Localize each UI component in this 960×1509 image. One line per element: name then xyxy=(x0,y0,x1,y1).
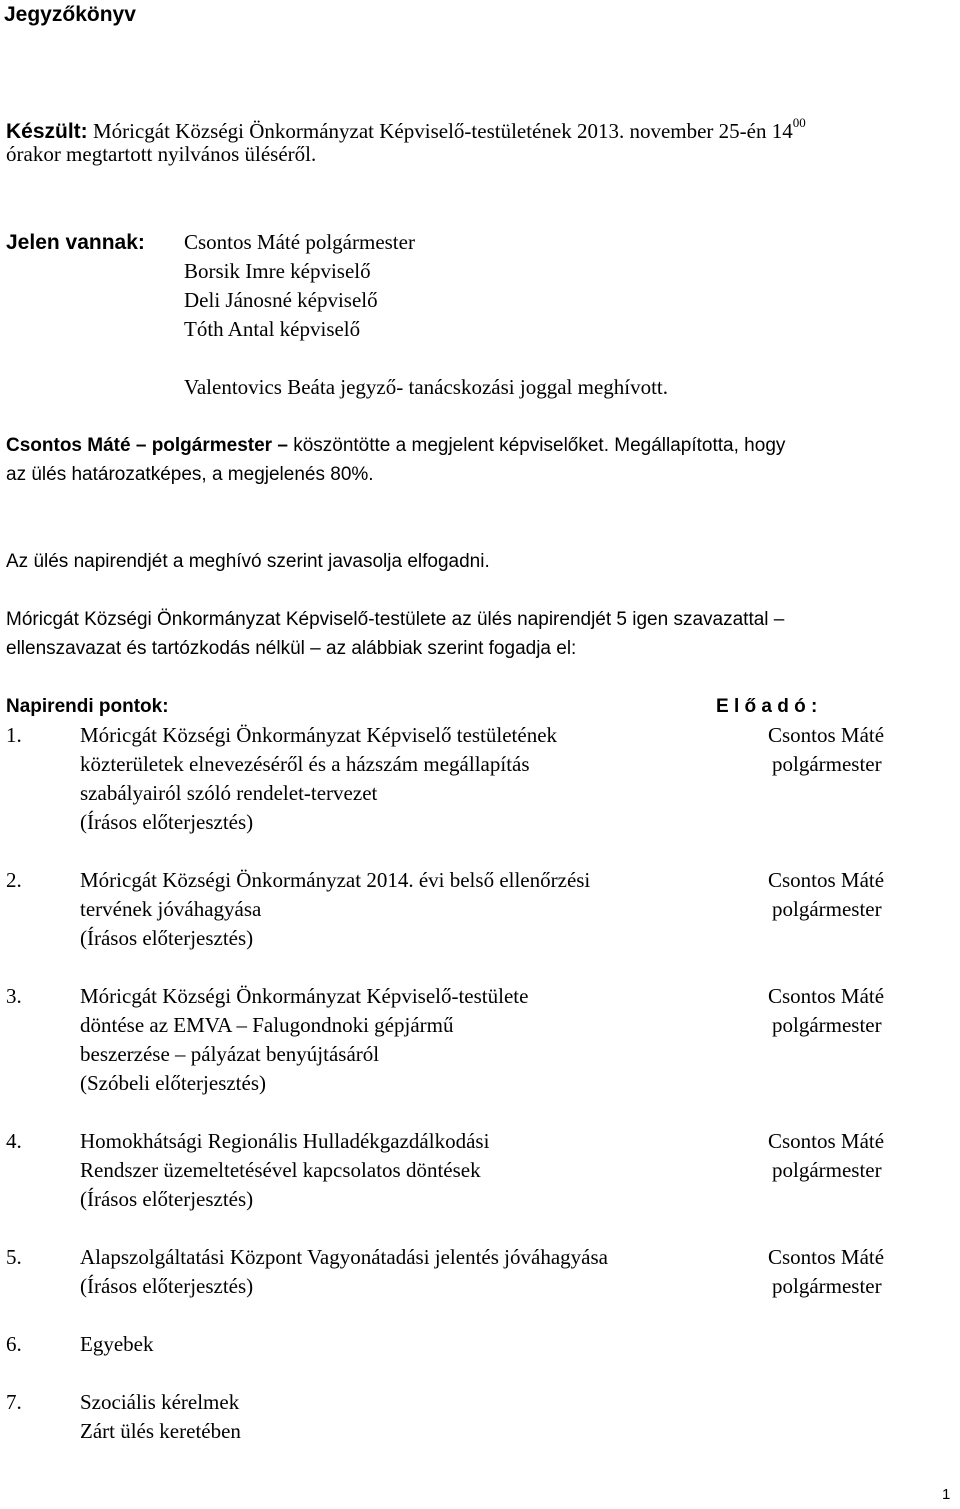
agenda-presenter-name: Csontos Máté xyxy=(768,1245,885,1269)
made-text: Móricgát Községi Önkormányzat Képviselő-testületének 2013. november 25-én 14 xyxy=(92,119,793,143)
agenda-item-number: 6. xyxy=(6,1332,22,1356)
agenda-item-number: 5. xyxy=(6,1245,22,1269)
greeting-text: köszöntötte a megjelent képviselőket. Megállapította, hogy xyxy=(293,435,786,456)
agenda-presenter-title: polgármester xyxy=(772,752,882,776)
agenda-item-line: Zárt ülés keretében xyxy=(80,1419,241,1443)
agenda-item-number: 7. xyxy=(6,1390,22,1414)
agenda-item-line: Szociális kérelmek xyxy=(80,1390,240,1414)
agenda-item-line: Homokhátsági Regionális Hulladékgazdálkodási xyxy=(80,1129,490,1153)
document-title: Jegyzőkönyv xyxy=(4,3,136,26)
present-member: Borsik Imre képviselő xyxy=(184,259,371,283)
agenda-presenter-name: Csontos Máté xyxy=(768,868,885,892)
present-member: Deli Jánosné képviselő xyxy=(184,288,378,312)
agenda-presenter-title: polgármester xyxy=(772,1274,882,1298)
agenda-presenter-name: Csontos Máté xyxy=(768,723,885,747)
agenda-item-number: 1. xyxy=(6,723,22,747)
greeting-line-2: az ülés határozatképes, a megjelenés 80%. xyxy=(6,464,374,485)
agenda-item-line: közterületek elnevezéséről és a házszám megállapítás xyxy=(80,752,530,776)
agenda-item-number: 3. xyxy=(6,984,22,1008)
agenda-item-line: Rendszer üzemeltetésével kapcsolatos döntések xyxy=(80,1158,481,1182)
agenda-presenter-title: polgármester xyxy=(772,1013,882,1037)
present-member: Tóth Antal képviselő xyxy=(184,317,361,341)
decision-line-2: ellenszavazat és tartózkodás nélkül – az alábbiak szerint fogadja el: xyxy=(6,638,577,659)
agenda-item-line: (Írásos előterjesztés) xyxy=(80,1274,254,1298)
agenda-presenter-title: polgármester xyxy=(772,1158,882,1182)
agenda-item-line: döntése az EMVA – Falugondnoki gépjármű xyxy=(80,1013,454,1037)
made-line-2: órakor megtartott nyilvános üléséről. xyxy=(6,142,317,166)
agenda-item-line: szabályairól szóló rendelet-tervezet xyxy=(80,781,378,805)
agenda-item-line: (Szóbeli előterjesztés) xyxy=(80,1071,267,1095)
agenda-item-line: Móricgát Községi Önkormányzat Képviselő testületének xyxy=(80,723,558,747)
agenda-item-line: Móricgát Községi Önkormányzat Képviselő-testülete xyxy=(80,984,529,1008)
agenda-item-line: (Írásos előterjesztés) xyxy=(80,926,254,950)
agenda-item-line: beszerzése – pályázat benyújtásáról xyxy=(80,1042,380,1066)
agenda-item-line: tervének jóváhagyása xyxy=(80,897,262,921)
agenda-item-line: (Írásos előterjesztés) xyxy=(80,1187,254,1211)
made-time-superscript: 00 xyxy=(792,115,806,130)
page-number: 1 xyxy=(942,1486,951,1503)
invited-person: Valentovics Beáta jegyző- tanácskozási joggal meghívott. xyxy=(184,375,669,399)
agenda-header-left: Napirendi pontok: xyxy=(6,696,169,717)
agenda-presenter-name: Csontos Máté xyxy=(768,984,885,1008)
agenda-item-number: 2. xyxy=(6,868,22,892)
present-label: Jelen vannak: xyxy=(6,231,145,254)
present-member: Csontos Máté polgármester xyxy=(184,230,415,254)
made-label: Készült: xyxy=(6,120,88,143)
agenda-presenter-title: polgármester xyxy=(772,897,882,921)
agenda-item-number: 4. xyxy=(6,1129,22,1153)
decision-line-1: Móricgát Községi Önkormányzat Képviselő-testülete az ülés napirendjét 5 igen szavazattal – xyxy=(6,609,785,630)
agenda-item-line: Móricgát Községi Önkormányzat 2014. évi belső ellenőrzési xyxy=(80,868,591,892)
proposal-text: Az ülés napirendjét a meghívó szerint javasolja elfogadni. xyxy=(6,551,490,572)
agenda-presenter-name: Csontos Máté xyxy=(768,1129,885,1153)
greeting-line xyxy=(6,431,785,460)
agenda-item-line: (Írásos előterjesztés) xyxy=(80,810,254,834)
made-line xyxy=(6,111,806,143)
agenda-header-right: E l ő a d ó : xyxy=(716,696,818,717)
agenda-item-line: Egyebek xyxy=(80,1332,154,1356)
agenda-item-line: Alapszolgáltatási Központ Vagyonátadási jelentés jóváhagyása xyxy=(80,1245,608,1269)
greeting-speaker: Csontos Máté – polgármester – xyxy=(6,435,288,456)
